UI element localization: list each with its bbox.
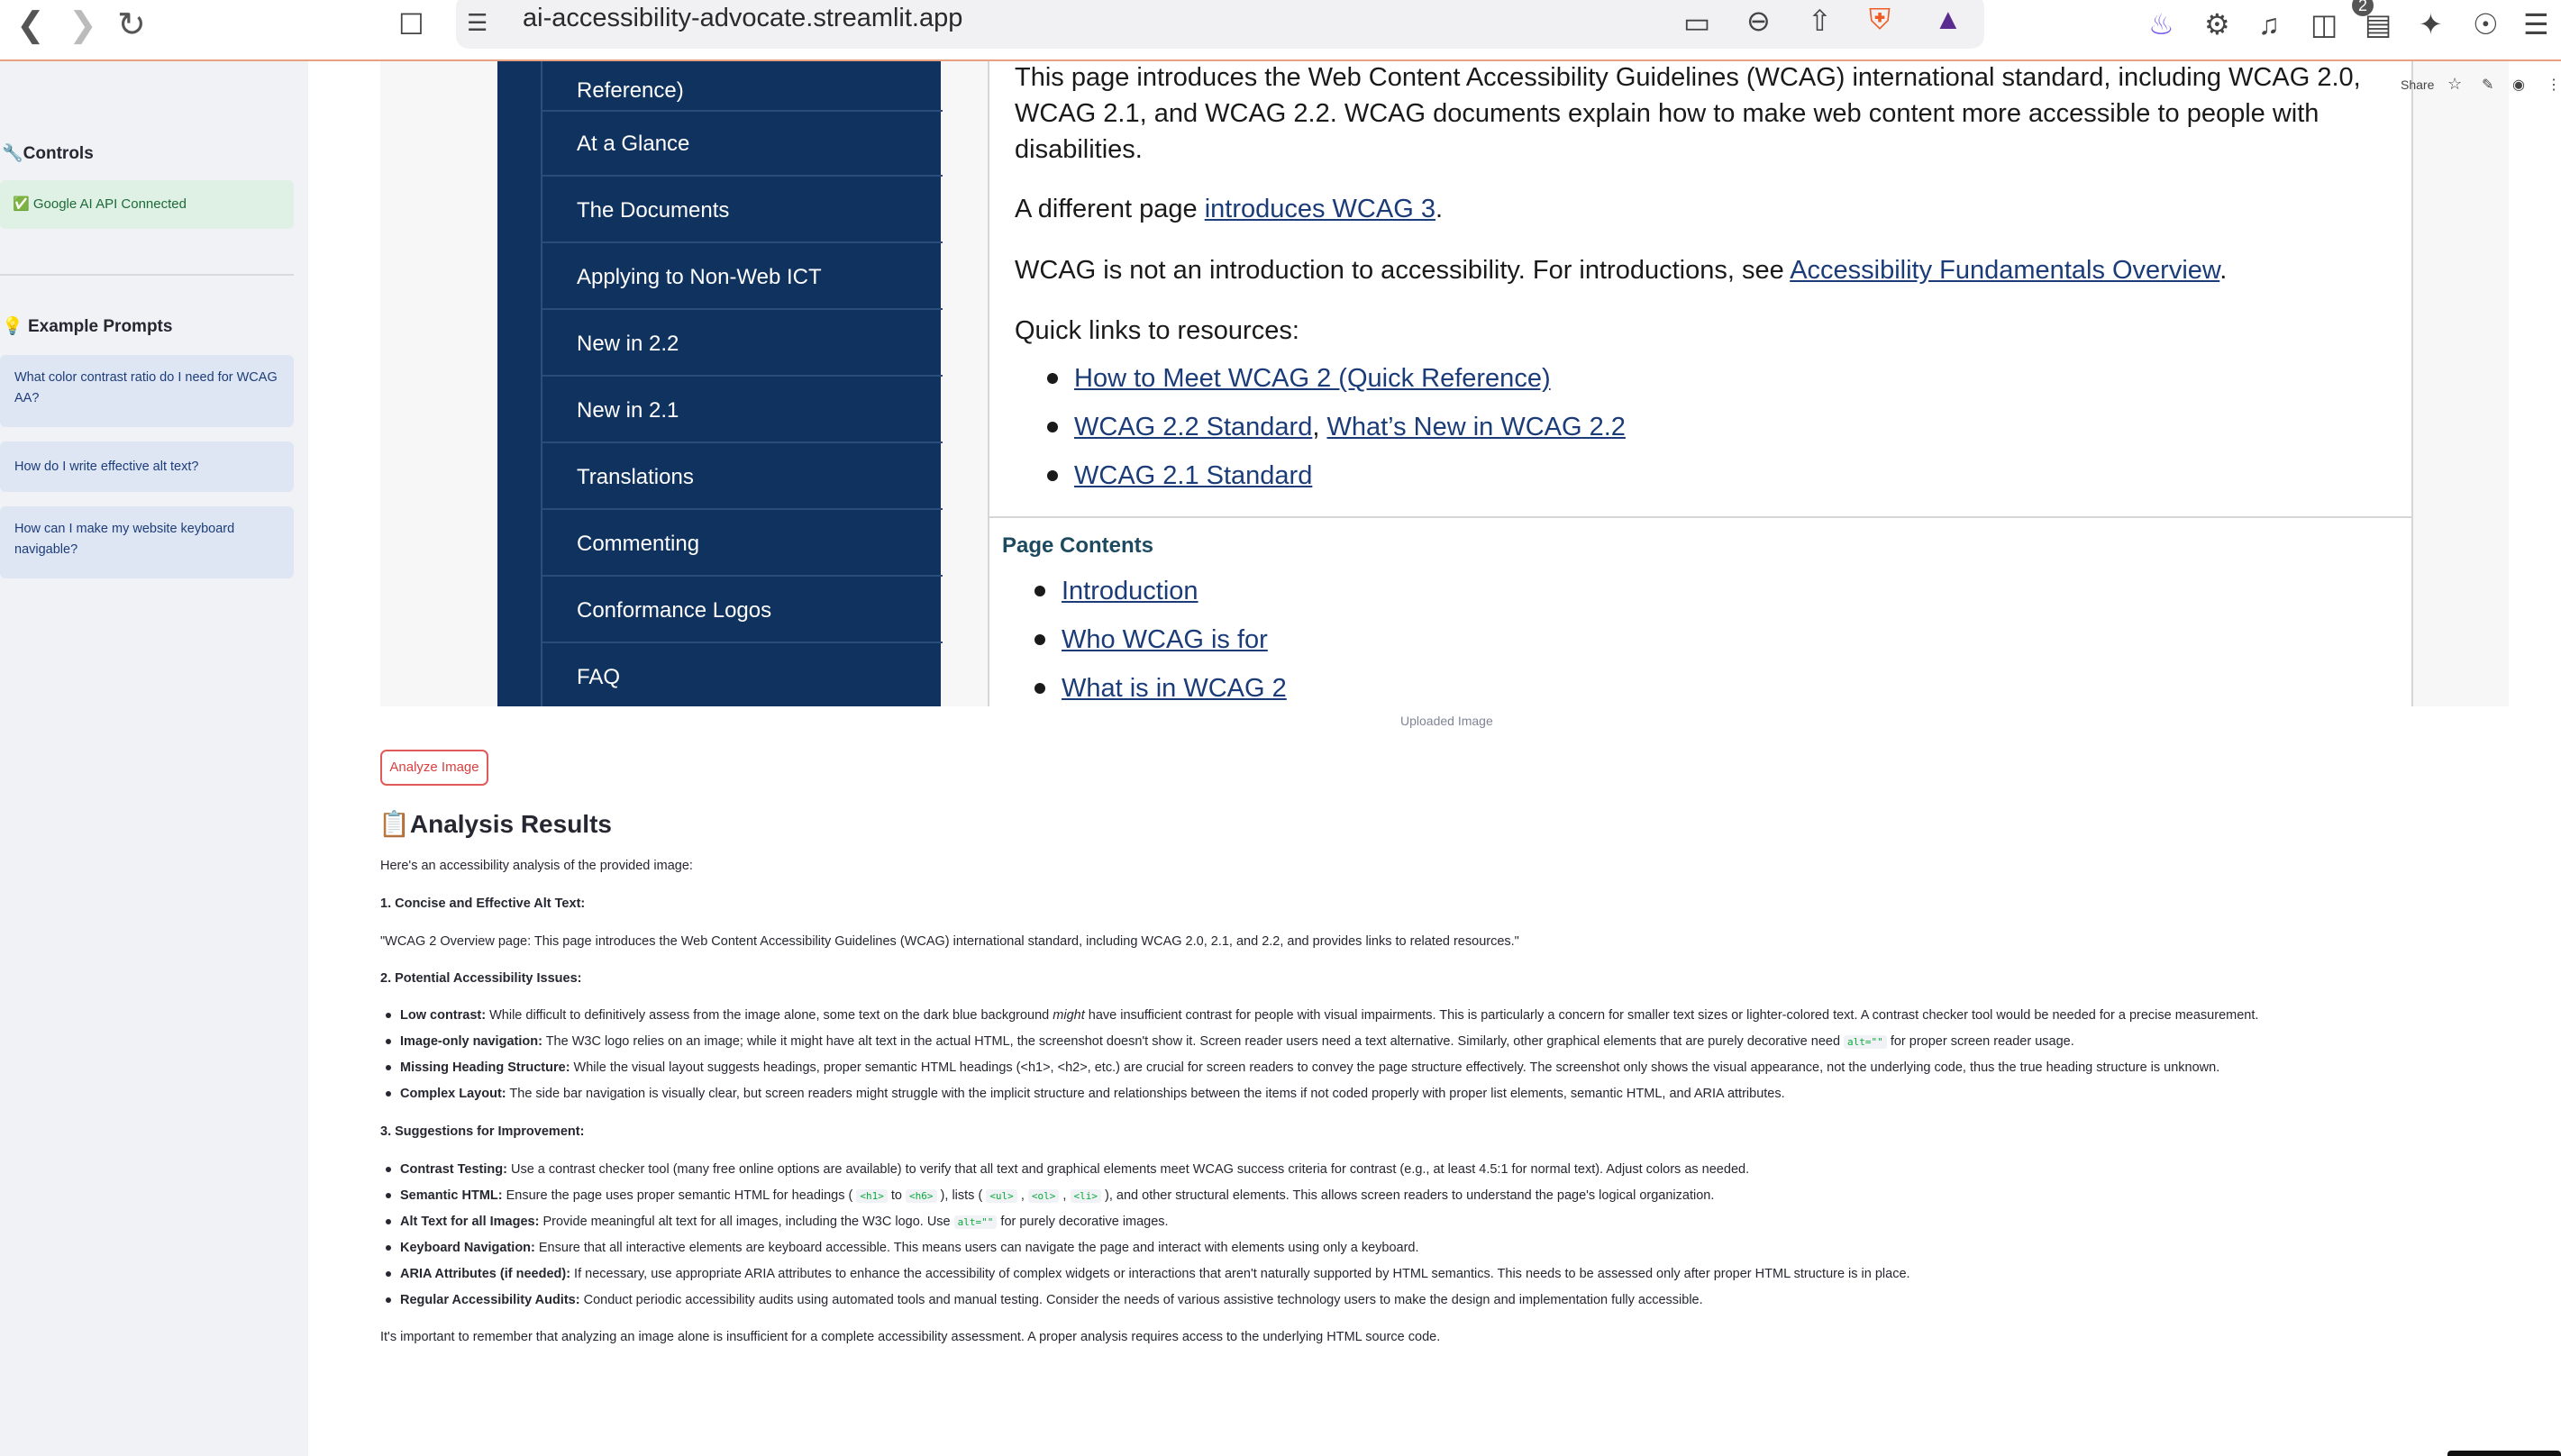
bullet bbox=[1047, 470, 1058, 481]
suggestion-item: Keyboard Navigation: Ensure that all interactive elements are keyboard accessible. This means users can navigate the page and interact with elements using only a keyboard. bbox=[400, 1241, 1419, 1255]
wallet-icon[interactable]: ▤ bbox=[2365, 8, 2392, 41]
clipboard-icon: 📋 bbox=[378, 810, 410, 838]
wcag-nav-item: FAQ bbox=[577, 665, 621, 689]
wcag-sidebar-nav bbox=[497, 61, 941, 706]
bookmark-icon[interactable]: ☐ bbox=[398, 8, 424, 41]
wcag-nav-item: Conformance Logos bbox=[542, 578, 943, 643]
bullet bbox=[386, 1245, 391, 1251]
uploaded-image bbox=[380, 61, 2509, 706]
share-icon[interactable]: ⇧ bbox=[1808, 5, 1832, 37]
fundamentals-paragraph: WCAG is not an introduction to accessibility. For introductions, see Accessibility Fundamentals Overview. bbox=[1015, 256, 2228, 285]
wcag3-paragraph: A different page introduces WCAG 3. bbox=[1015, 195, 1444, 223]
suggestion-item: Alt Text for all Images: Provide meaningful alt text for all images, including the W3C logo. Use alt="" for purely decorative images. bbox=[400, 1215, 1169, 1229]
bullet bbox=[386, 1039, 391, 1044]
analysis-results-heading: 📋Analysis Results bbox=[378, 810, 612, 838]
wcag-intro-line: WCAG 2.1, and WCAG 2.2. WCAG documents explain how to make web content more accessible to people with bbox=[1015, 99, 2319, 128]
bullet bbox=[386, 1065, 391, 1070]
url-text: ai-accessibility-advocate.streamlit.app bbox=[523, 4, 963, 32]
wcag-intro-line: disabilities. bbox=[1015, 135, 1143, 164]
page-contents-item: Who WCAG is for bbox=[1062, 625, 1268, 654]
bullet bbox=[386, 1271, 391, 1277]
media-icon[interactable]: ♫ bbox=[2258, 8, 2280, 41]
suggestion-item: Contrast Testing: Use a contrast checker tool (many free online options are available) to verify that all text and graphical elements meet WCAG success criteria for contrast (e.g., at least 4.5:1 for normal text). Adjust colors as needed. bbox=[400, 1162, 1750, 1177]
wcag-nav-item: New in 2.1 bbox=[542, 378, 943, 443]
star-icon[interactable]: ☆ bbox=[2447, 75, 2463, 93]
suggestion-item: Regular Accessibility Audits: Conduct periodic accessibility audits using automated tools and manual testing. Consider the needs of various assistive technology users to make the design and implementation fully accessible. bbox=[400, 1293, 1703, 1307]
bullet bbox=[386, 1297, 391, 1303]
bullet bbox=[386, 1091, 391, 1097]
wcag-intro-line: This page introduces the Web Content Accessibility Guidelines (WCAG) international standard, including WCAG 2.0, bbox=[1015, 63, 2361, 92]
address-bar[interactable] bbox=[456, 0, 2367, 49]
wcag-nav-item: Commenting bbox=[542, 512, 943, 577]
bullet bbox=[1034, 634, 1045, 645]
issue-item: Missing Heading Structure: While the visual layout suggests headings, proper semantic HTML headings (<h1>, <h2>, etc.) are crucial for screen readers to convey the page structure effectively. The screenshot only shows the visual appearance, not the underlying code, thus the true heading structure is unknown. bbox=[400, 1060, 2220, 1075]
wcag-nav-item: Reference) bbox=[542, 61, 943, 112]
api-status-alert: ✅ Google AI API Connected bbox=[0, 180, 294, 229]
quick-link-item: WCAG 2.2 Standard, What’s New in WCAG 2.2 bbox=[1074, 413, 1626, 441]
wcag-nav-item: Translations bbox=[542, 445, 943, 510]
controls-heading: 🔧Controls bbox=[2, 144, 94, 163]
site-settings-icon[interactable]: ☰ bbox=[467, 9, 488, 36]
issue-item: Low contrast: While difficult to definitively assess from the image alone, some text on the dark blue background might have insufficient contrast for people with visual impairments. This is particularly a concern for smaller text sizes or lighter-colored text. A contrast checker tool would be needed for a precise measurement. bbox=[400, 1008, 2259, 1023]
brave-shield-icon[interactable]: ⛨ bbox=[1869, 3, 1891, 35]
page-contents-item: What is in WCAG 2 bbox=[1062, 674, 1287, 703]
bullet bbox=[386, 1219, 391, 1224]
wcag-main-content bbox=[988, 61, 2413, 706]
brave-rewards-icon[interactable]: ▲ bbox=[1934, 3, 1963, 35]
quick-links-label: Quick links to resources: bbox=[1015, 316, 1299, 345]
wcag-nav-item: Applying to Non-Web ICT bbox=[542, 245, 943, 310]
more-options-icon[interactable]: ⋮ bbox=[2547, 77, 2561, 93]
sidebar-icon[interactable]: ◫ bbox=[2310, 8, 2338, 41]
app-sidebar bbox=[0, 61, 308, 1456]
section-heading: 3. Suggestions for Improvement: bbox=[380, 1124, 585, 1139]
bullet bbox=[386, 1193, 391, 1198]
example-prompt-button[interactable]: How can I make my website keyboard navigable? bbox=[0, 506, 294, 578]
page-contents-item: Introduction bbox=[1062, 577, 1198, 605]
analysis-intro: Here's an accessibility analysis of the provided image: bbox=[380, 859, 693, 873]
section-divider bbox=[989, 516, 2411, 518]
bullet bbox=[1034, 683, 1045, 694]
leo-ai-icon[interactable]: ✦ bbox=[2419, 8, 2443, 41]
closing-note: It's important to remember that analyzing an image alone is insufficient for a complete accessibility assessment. A proper analysis requires access to the underlying HTML source code. bbox=[380, 1330, 1441, 1344]
bullet bbox=[1047, 373, 1058, 384]
shield-count-badge: 2 bbox=[2352, 0, 2374, 16]
share-button[interactable]: Share bbox=[2401, 77, 2435, 92]
flame-icon[interactable]: ♨ bbox=[2148, 8, 2174, 41]
suggestion-item: Semantic HTML: Ensure the page uses proper semantic HTML for headings ( <h1> to <h6> ), lists ( <ul> , <ol> , <li> ), and other structural elements. This allows screen readers to understand the page's logical organization. bbox=[400, 1188, 1715, 1203]
wcag-nav-item: The Documents bbox=[542, 178, 943, 243]
sidebar-divider bbox=[0, 274, 294, 276]
menu-icon[interactable]: ☰ bbox=[2523, 8, 2549, 41]
bullet bbox=[1034, 586, 1045, 596]
cast-icon[interactable]: ▭ bbox=[1683, 6, 1711, 39]
zoom-out-icon[interactable]: ⊖ bbox=[1746, 5, 1771, 37]
reload-icon[interactable]: ↻ bbox=[117, 6, 146, 44]
example-prompts-heading: 💡 Example Prompts bbox=[2, 317, 173, 336]
example-prompt-button[interactable]: What color contrast ratio do I need for WCAG AA? bbox=[0, 355, 294, 427]
bullet bbox=[1047, 422, 1058, 432]
image-caption: Uploaded Image bbox=[1400, 714, 1493, 728]
issue-item: Image-only navigation: The W3C logo relies on an image; while it might have alt text in the actual HTML, the screenshot doesn't show it. Screen reader users need a text alternative. Similarly, other graphical elements that are purely decorative need alt="" for proper screen reader usage. bbox=[400, 1034, 2074, 1049]
quick-link-item: How to Meet WCAG 2 (Quick Reference) bbox=[1074, 364, 1551, 393]
wcag-nav-item: At a Glance bbox=[542, 112, 943, 177]
forward-icon[interactable]: ❯ bbox=[68, 6, 97, 44]
browser-toolbar bbox=[0, 0, 2561, 61]
corner-widget bbox=[2447, 1451, 2561, 1456]
section-heading: 1. Concise and Effective Alt Text: bbox=[380, 896, 586, 911]
issue-item: Complex Layout: The side bar navigation is visually clear, but screen readers might struggle with the implicit structure and relationships between the items if not coded properly with proper list elements, semantic HTML, and ARIA attributes. bbox=[400, 1087, 1785, 1101]
suggestion-item: ARIA Attributes (if needed): If necessary, use appropriate ARIA attributes to enhance the accessibility of complex widgets or interactions that aren't naturally supported by HTML semantics. This needs to be assessed only after proper HTML structure is in place. bbox=[400, 1267, 1910, 1281]
section-heading: 2. Potential Accessibility Issues: bbox=[380, 971, 582, 986]
bullet bbox=[386, 1167, 391, 1172]
back-icon[interactable]: ❮ bbox=[16, 6, 45, 44]
analyze-image-button[interactable]: Analyze Image bbox=[380, 750, 488, 786]
quick-link-item: WCAG 2.1 Standard bbox=[1074, 461, 1313, 490]
example-prompt-button[interactable]: How do I write effective alt text? bbox=[0, 441, 294, 492]
page-contents-heading: Page Contents bbox=[1002, 533, 1154, 558]
github-icon[interactable]: ◉ bbox=[2512, 77, 2525, 93]
edit-icon[interactable]: ✎ bbox=[2482, 77, 2494, 93]
wcag3-link: introduces WCAG 3 bbox=[1204, 195, 1435, 223]
wcag-nav-item: New in 2.2 bbox=[542, 312, 943, 377]
vpn-icon[interactable]: ☉ bbox=[2473, 8, 2499, 41]
fundamentals-link: Accessibility Fundamentals Overview bbox=[1790, 256, 2220, 285]
bullet bbox=[386, 1013, 391, 1018]
wrench-icon: 🔧 bbox=[2, 144, 23, 163]
suggested-alt-text: "WCAG 2 Overview page: This page introduces the Web Content Accessibility Guidelines (WCAG) international standard, including WCAG 2.0, 2.1, and 2.2, and provides links to related resources." bbox=[380, 934, 1519, 949]
lightbulb-icon: 💡 bbox=[2, 317, 23, 336]
extensions-icon[interactable]: ⚙ bbox=[2204, 8, 2230, 41]
